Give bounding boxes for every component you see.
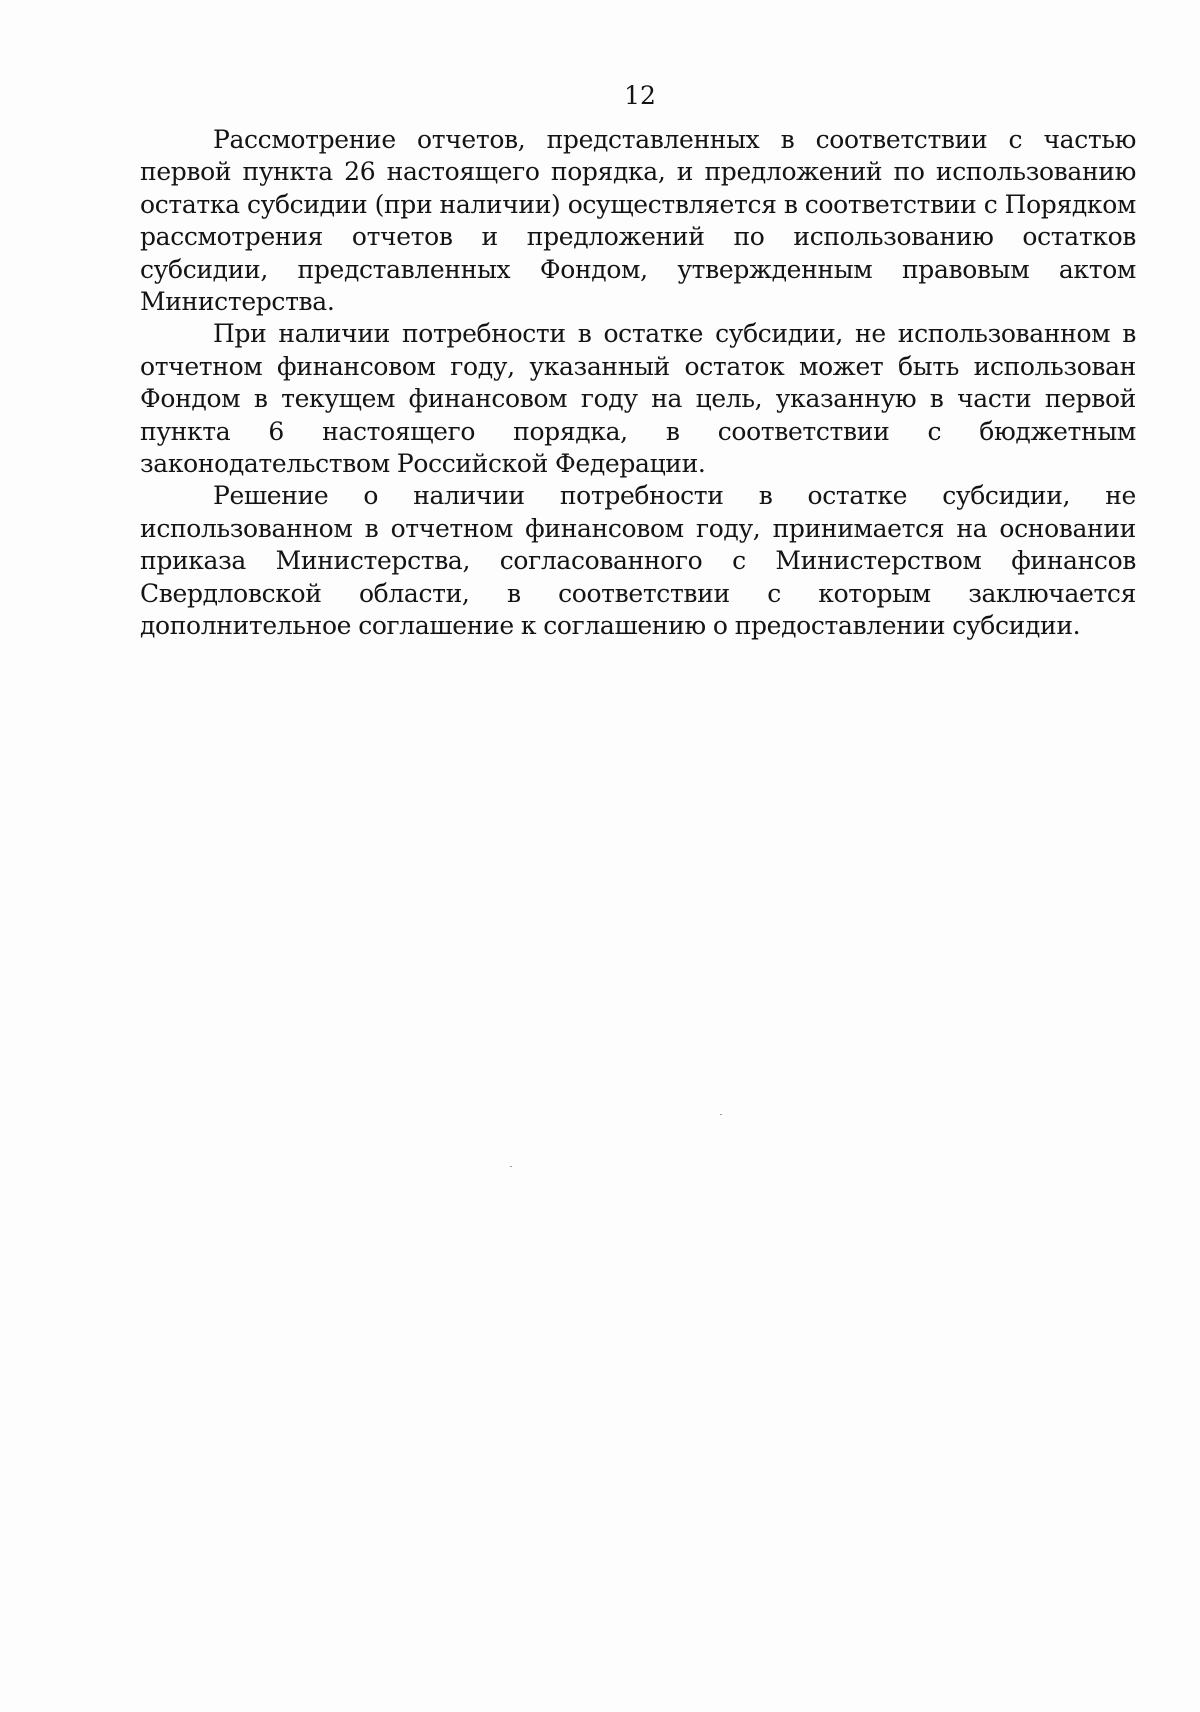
scan-speck [720, 1114, 722, 1115]
paragraph-decision-on-need: Решение о наличии потребности в остатке субсидии, не использованном в отчетном финансовом году, принимается на основании приказа Министерства, согласованного с Министерством финансов Свердловской области, в соответствии с которым заключается дополнительное соглашение к соглашению о предоставлении субсидии. [140, 481, 1136, 641]
page-number: 12 [624, 81, 656, 110]
paragraph-report-review: Рассмотрение отчетов, представленных в соответствии с частью первой пункта 26 настоящего порядка, и предложений по использованию остатка субсидии (при наличии) осуществляется в соответствии с Порядком рассмотрения отчетов и предложений по использованию остатков субсидии, представленных Фондом, утвержденным правовым актом Министерства. [140, 125, 1136, 317]
paragraph-subsidy-balance-use: При наличии потребности в остатке субсидии, не использованном в отчетном финансовом году, указанный остаток может быть использован Фондом в текущем финансовом году на цель, указанную в части первой пункта 6 настоящего порядка, в соответствии с бюджетным законодательством Российской Федерации. [140, 319, 1136, 479]
document-body [140, 124, 1136, 643]
scan-speck [510, 1166, 512, 1167]
